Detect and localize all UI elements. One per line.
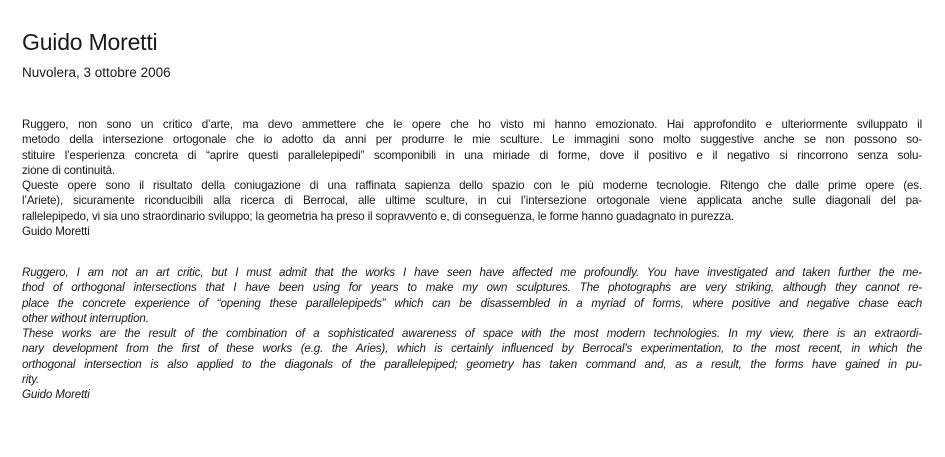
italian-p1-line: stituire l’esperienza concreta di “aprire questi parallelepipedi” scomponibili in una miriade di forme, dove il positivo e il negativo si rincorrono senza solu- [22, 148, 922, 162]
english-p2-line: orthogonal intersection is also applied to the diagonals of the parallelepiped; geometry has taken command and, as a result, the forms have gained in pu- [22, 357, 922, 371]
italian-p1-line: zione di continuità. [22, 163, 116, 177]
english-p1-line: other without interruption. [22, 311, 149, 325]
italian-p1-line: metodo della intersezione ortogonale che io adotto da anni per produrre le mie sculture. Le immagini sono molto suggestive anche se non possono so- [22, 133, 922, 147]
english-p1-line: Ruggero, I am not an art critic, but I must admit that the works I have seen have affected me profoundly. You have investigated and taken further the me- [22, 266, 922, 279]
english-p2-line: nary development from the first of these works (e.g. the Aries), which is certainly influenced by Berrocal’s experimentation, to the most recent, in which the [22, 342, 922, 356]
italian-p2-line: rallelepipedo, vi sia uno straordinario sviluppo; la geometria ha preso il sopravvento e, di conseguenza, le forme hanno guadagnato in purezza. [22, 209, 734, 223]
italian-text-block [22, 117, 922, 239]
english-p1-line: thod of orthogonal intersections that I have been using for years to make my own sculptures. The photographs are very striking, although they cannot re- [22, 281, 922, 295]
italian-p2-line: l’Ariete), sicuramente riconducibili alla ricerca di Berrocal, alle ultime sculture, in cui l’intersezione ortogonale viene applicata anche sulle diagonali del pa- [22, 194, 922, 208]
english-text-block [22, 265, 922, 403]
place-and-date: Nuvolera, 3 ottobre 2006 [22, 65, 171, 80]
english-p2-line: These works are the result of the combination of a sophisticated awareness of space with the most modern technologies. In my view, there is an extraordi- [22, 327, 922, 341]
italian-p1-line: Ruggero, non sono un critico d’arte, ma devo ammettere che le opere che ho visto mi hanno emozionato. Hai approfondito e ulteriormente sviluppato il [22, 118, 922, 131]
english-p2-line: rity. [22, 373, 40, 387]
english-p1-line: place the concrete experience of “opening these parallelepipeds” which can be disassembled in a myriad of forms, where positive and negative chase each [22, 296, 922, 310]
italian-p2-line: Queste opere sono il risultato della coniugazione di una raffinata sapienza dello spazio con le più moderne tecnologie. Ritengo che dalle prime opere (es. [22, 179, 922, 193]
italian-signature: Guido Moretti [22, 225, 90, 239]
english-signature: Guido Moretti [22, 388, 90, 402]
author-name-title: Guido Moretti [22, 29, 158, 55]
